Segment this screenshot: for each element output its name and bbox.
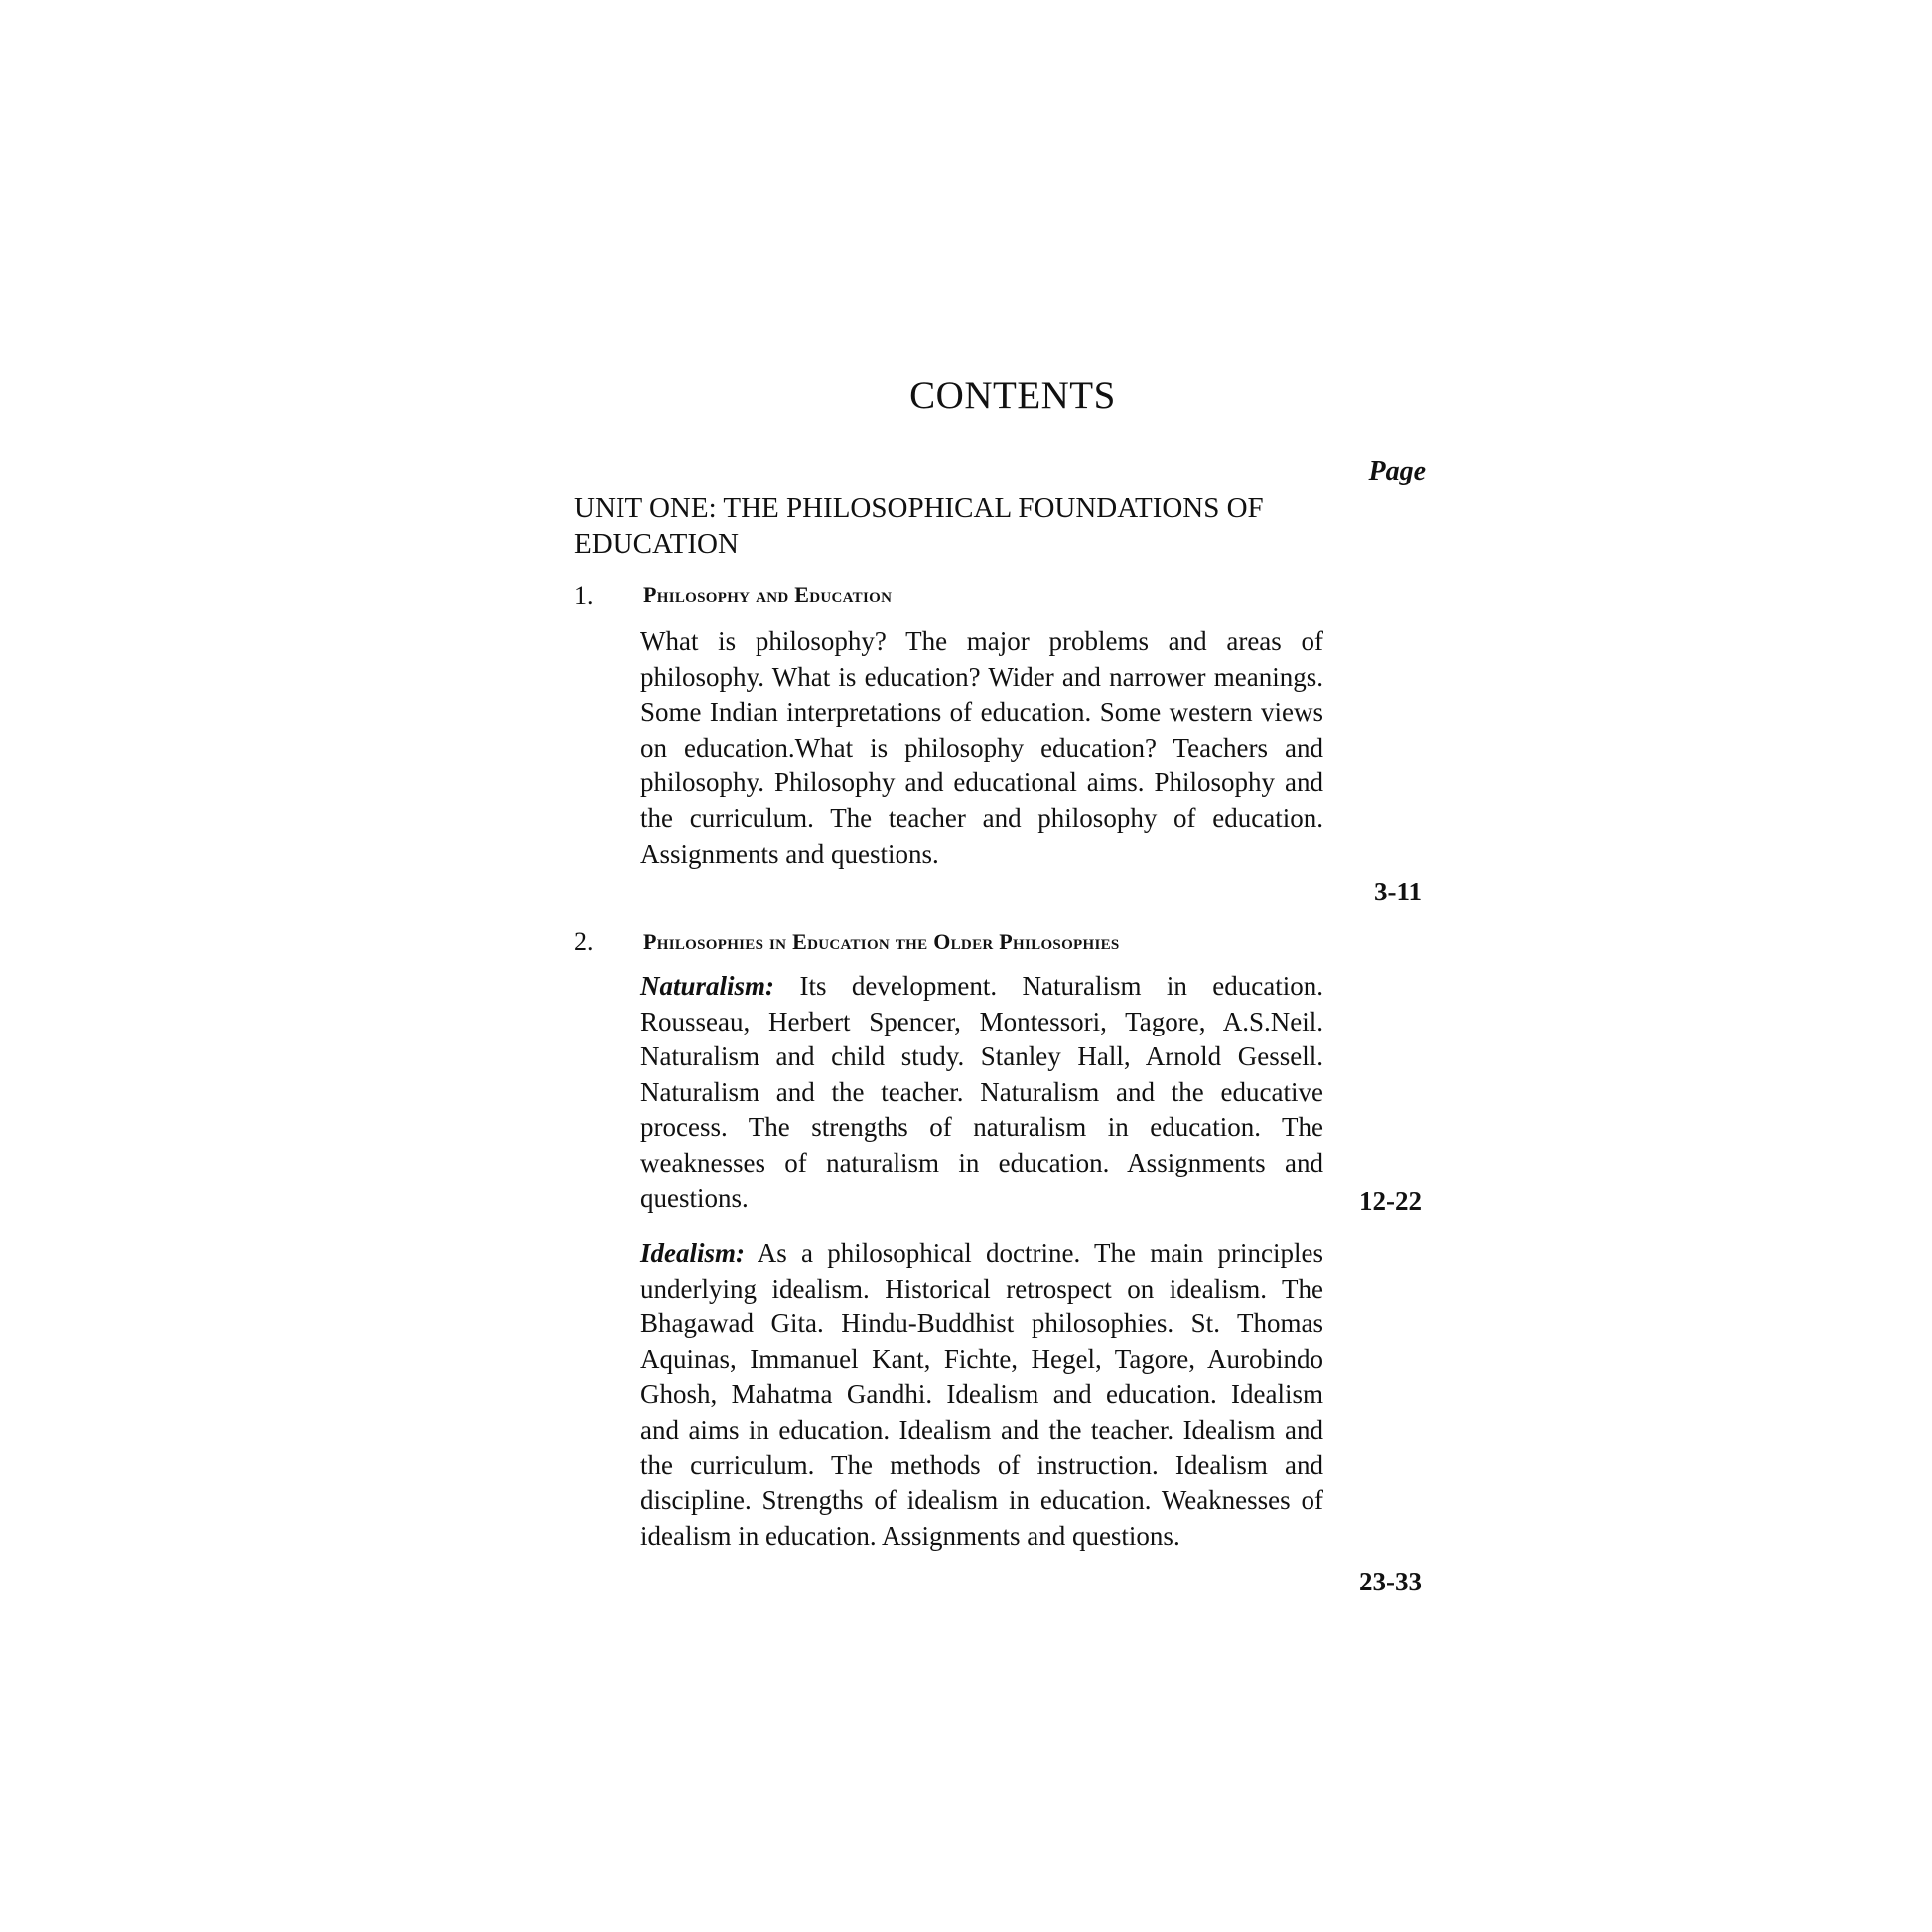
section-text: Its development. Naturalism in education. Rousseau, Herbert Spencer, Montessori, Tagore, A.S.Neil. Naturalism and child study. Stanley Hall, Arnold Gessell. Naturalism and the teacher. Naturalism and the educative process. The strengths of naturalism in education. The weaknesses of naturalism in education. Assignments and questions. xyxy=(640,971,1323,1213)
section-lead: Idealism: xyxy=(640,1238,745,1268)
chapter-1-title: Philosophy and Education xyxy=(643,582,893,607)
chapter-1-section-1-pages: 3-11 xyxy=(1373,877,1422,906)
page-title: CONTENTS xyxy=(909,374,1116,417)
chapter-2-number: 2. xyxy=(574,927,594,956)
chapter-2-title: Philosophies in Education the Older Philosophies xyxy=(643,929,1120,954)
chapter-2-section-naturalism-description xyxy=(640,969,1323,1216)
unit-heading: UNIT ONE: THE PHILOSOPHICAL FOUNDATIONS OF EDUCATION xyxy=(574,492,1264,560)
chapter-1-section-1-description xyxy=(640,624,1323,872)
chapter-1-number: 1. xyxy=(574,581,594,610)
section-lead: Naturalism: xyxy=(640,971,775,1001)
chapter-2-section-idealism-description xyxy=(640,1236,1323,1554)
page-column-label: Page xyxy=(1368,456,1426,486)
section-text: As a philosophical doctrine. The main principles underlying idealism. Historical retrospect on idealism. The Bhagawad Gita. Hindu-Buddhist philosophies. St. Thomas Aquinas, Immanuel Kant, Fichte, Hegel, Tagore, Aurobindo Ghosh, Mahatma Gandhi. Idealism and education. Idealism and aims in education. Idealism and the teacher. Idealism and the curriculum. The methods of instruction. Idealism and discipline. Strengths of idealism in education. Weaknesses of idealism in education. Assignments and questions. xyxy=(640,1238,1323,1551)
chapter-2-section-idealism-pages: 23-33 xyxy=(1359,1567,1422,1596)
section-text: What is philosophy? The major problems and areas of philosophy. What is education? Wider and narrower meanings. Some Indian interpretations of education. Some western views on education.What is philosophy education? Teachers and philosophy. Philosophy and educational aims. Philosophy and the curriculum. The teacher and philosophy of education. Assignments and questions. xyxy=(640,626,1323,869)
chapter-2-section-naturalism-pages: 12-22 xyxy=(1359,1186,1422,1216)
